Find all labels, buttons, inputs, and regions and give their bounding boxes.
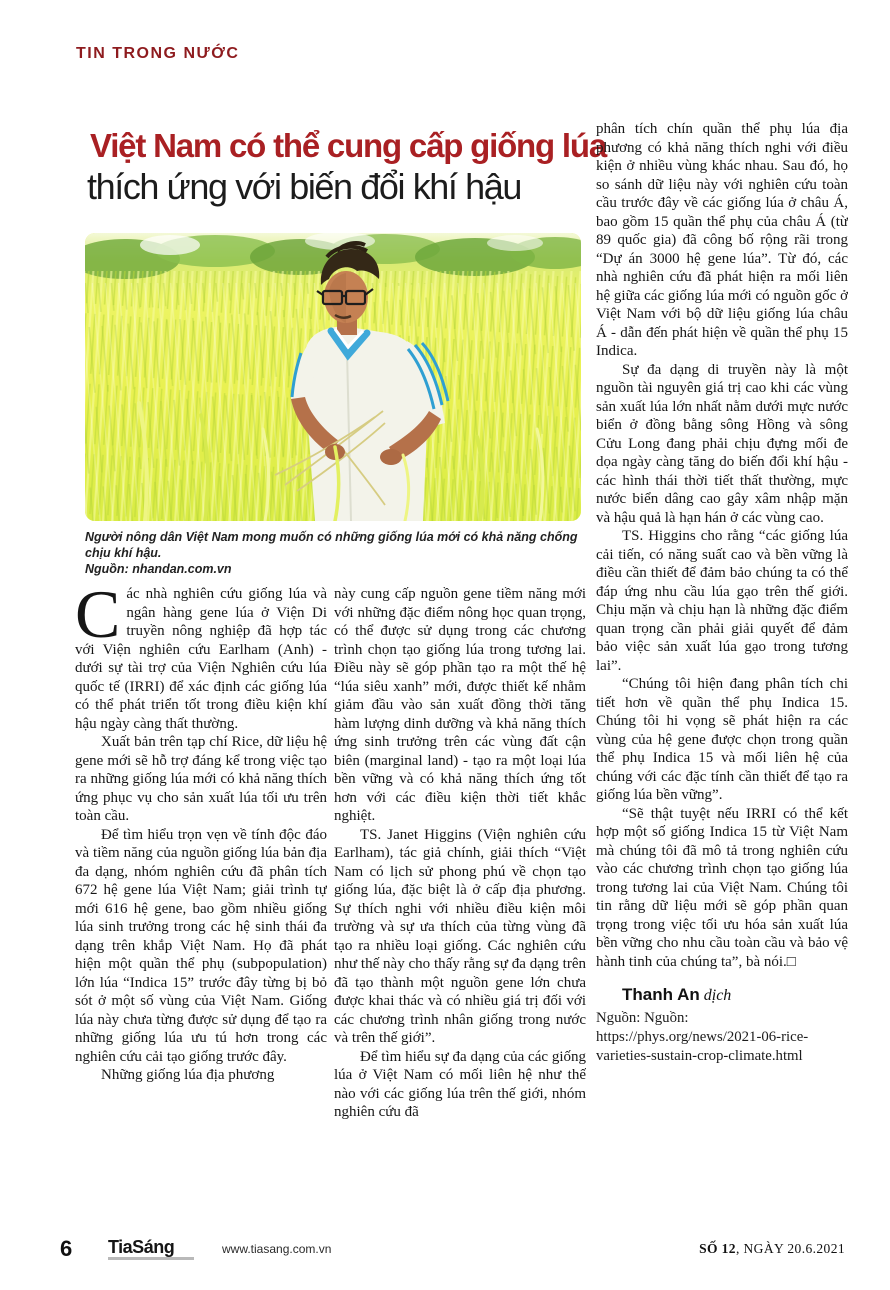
article-column-2 (334, 585, 586, 1207)
paragraph: phân tích chín quần thể phụ lúa địa phương có khả năng thích nghi với điều kiện ở nhiều vùng khác nhau. Sau đó, họ so sánh dữ liệu này với nghiên cứu toàn cầu trước đây về các giống lúa ở châu Á, bao gồm 15 quần thể phụ của châu Á (từ 89 quốc gia) đã công bố rộng rãi trong “Dự án 3000 hệ gene lúa”. Từ đó, các nhà nghiên cứu đã phát hiện ra mối liên hệ giữa các giống lúa mới có nguồn gốc ở Việt Nam với bộ dữ liệu giống lúa châu Á - dẫn đến phát hiện về quần thể phụ 15 Indica. (596, 121, 848, 359)
source-note: Nguồn: Nguồn: https://phys.org/news/2021-06-rice-varieties-sustain-crop-climate.html (596, 1010, 809, 1064)
paragraph: Các nhà nghiên cứu giống lúa và ngân hàng gene lúa ở Viện Di truyền nông nghiệp đã hợp tác với Viện nghiên cứu Earlham (Anh) - dưới sự tài trợ của Viện Nghiên cứu lúa quốc tế (IRRI) để xác định các giống lúa có thể phát triển tốt trong điều kiện khí hậu ngày càng thất thường. (75, 585, 327, 732)
paragraph: Những giống lúa địa phương (101, 1067, 275, 1083)
tiasang-logo (108, 1238, 194, 1260)
rice-field-photo-art (85, 233, 581, 521)
logo-tagline-bar (108, 1257, 194, 1260)
drop-cap: C (75, 585, 121, 652)
paragraph: “Chúng tôi hiện đang phân tích chi tiết hơn về quần thể phụ Indica 15. Chúng tôi hi vọng sẽ phát hiện ra các vùng của hệ gene được chọn trong quần thể phụ Indica 15 và mối liên hệ của chúng với các đặc tính cần thiết để tạo ra giống lúa bền vững”. (596, 676, 848, 803)
page-footer (60, 1236, 845, 1270)
paragraph: này cung cấp nguồn gene tiềm năng mới với những đặc điểm nông học quan trọng, có thể được sử dụng trong các chương trình chọn tạo giống lúa trong tương lai. Điều này sẽ góp phần tạo ra một thế hệ “lúa siêu xanh” mới, được thiết kế nhằm giảm đầu vào sản xuất đồng thời tăng hàm lượng dinh dưỡng và khả năng thích ứng sinh trưởng trên các vùng đất cận biên (marginal land) - tạo ra một loại lúa bền vững và có khả năng thích ứng tốt hơn với các điều kiện thời tiết khắc nghiệt. (334, 586, 586, 824)
article-title-line2: thích ứng với biến đổi khí hậu (87, 166, 521, 207)
website-url: www.tiasang.com.vn (222, 1242, 332, 1256)
byline-author: Thanh An (622, 985, 700, 1004)
issue-number: SỐ 12 (699, 1241, 736, 1256)
issue-date: , NGÀY 20.6.2021 (735, 1241, 845, 1256)
paragraph: Để tìm hiểu sự đa dạng của các giống lúa ở Việt Nam có mối liên hệ như thế nào với các giống lúa trên thế giới, nhóm nghiên cứu đã (334, 1048, 586, 1120)
photo-caption-line1: Người nông dân Việt Nam mong muốn có những giống lúa mới có khả năng chống chịu khí hậu. (85, 530, 578, 560)
article-title (87, 126, 630, 207)
paragraph: Xuất bản trên tạp chí Rice, dữ liệu hệ gene mới sẽ hỗ trợ đáng kể trong việc tạo ra những giống lúa mới có khả năng thích ứng phục vụ cho sản xuất lúa tối ưu trên toàn cầu. (75, 734, 327, 824)
photo-caption-line2: Nguồn: nhandan.com.vn (85, 562, 232, 576)
article-column-3 (596, 120, 848, 1202)
photo-caption (85, 529, 590, 577)
paragraph: TS. Higgins cho rằng “các giống lúa cải tiến, có năng suất cao và bền vững là điều cần thiết để đảm bảo chúng ta có thể đáp ứng nhu cầu lúa gạo trên thế giới. Chịu mặn và chịu hạn là những đặc điểm quan trọng cần phải giải quyết để đảm bảo việc sản xuất lúa gạo trong tương lai”. (596, 528, 848, 674)
tiasang-logo-text: TiaSáng (108, 1237, 175, 1257)
paragraph: Sự đa dạng di truyền này là một nguồn tài nguyên giá trị cao khi các vùng sản xuất lúa lớn nhất nằm dưới mực nước biển ở đồng bằng sông Hồng và sông Cửu Long đang phải chịu đựng mối đe dọa ngày càng tăng do biến đổi khí hậu - các hình thái thời tiết thất thường, mực nước biển dâng cao gây xâm nhập mặn và hậu quả là hạn hán ở các vùng cao. (596, 361, 848, 526)
article-photo (85, 233, 581, 521)
paragraph: Để tìm hiểu trọn vẹn về tính độc đáo và tiềm năng của nguồn giống lúa bản địa đa dạng, nhóm nghiên cứu đã phân tích 672 hệ gene lúa Việt Nam; giải trình tự mới 616 hệ gene, bao gồm nhiều giống lúa sinh trưởng trong các hệ sinh thái đa dạng trên khắp Việt Nam. Họ đã phát hiện một quần thể phụ (subpopulation) lớn lúa “Indica 15” trước đây từng bị bỏ sót ở một số vùng của Việt Nam. Giống lúa này chưa từng được sử dụng để tạo ra những giống lúa ưu tú hơn trong các nghiên cứu cải tạo giống trước đây. (75, 826, 327, 1065)
article-column-1 (75, 585, 327, 1207)
page-number: 6 (60, 1236, 73, 1261)
section-kicker: TIN TRONG NƯỚC (76, 45, 240, 62)
issue-info (699, 1241, 845, 1257)
byline (596, 985, 848, 1006)
paragraph: TS. Janet Higgins (Viện nghiên cứu Earlham), tác giả chính, giải thích “Việt Nam có lịch sử phong phú về chọn tạo giống lúa, đặc biệt là ở cấp địa phương. Sự thích nghi với nhiều điều kiện môi trường và sự ưa thích của từng vùng đã tạo ra nhiều loại giống. Các nghiên cứu như thế này cho thấy rằng sự đa dạng trên đã tạo thành một nguồn gene lớn chưa được khai thác và có nhiều giá trị đối với các chương trình nhân giống trong nước và trên thế giới”. (334, 826, 586, 1046)
paragraph: “Sẽ thật tuyệt nếu IRRI có thể kết hợp một số giống Indica 15 từ Việt Nam mà chúng tôi đã mô tả trong nghiên cứu vào các chương trình chọn tạo giống lúa trong tương lai của Việt Nam. Chúng tôi tin rằng dữ liệu mới sẽ góp phần quan trọng trong việc tối ưu hóa sản xuất lúa bền vững cho nhu cầu toàn cầu và bảo vệ hành tinh của chúng ta”, bà nói.□ (596, 805, 848, 970)
byline-role: dịch (699, 987, 732, 1004)
article-title-line1: Việt Nam có thể cung cấp giống lúa (90, 127, 607, 164)
